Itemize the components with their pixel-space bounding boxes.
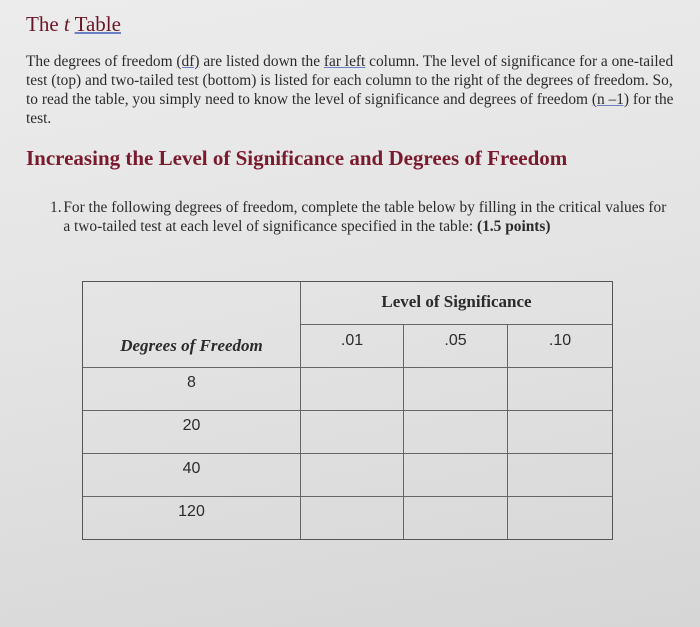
level-header: .05: [444, 332, 467, 349]
df-value: 20: [182, 417, 201, 434]
df-value: 8: [187, 374, 196, 391]
df-header: Degrees of Freedom: [120, 336, 263, 355]
level-header: .01: [340, 332, 364, 349]
df-value: 120: [178, 503, 205, 520]
question-text: For the following degrees of freedom, complete the table below by filling in the critical values for a two-tailed test at each level of significance specified in the table:: [63, 199, 667, 235]
section-heading: Increasing the Level of Significance and Degrees of Freedom: [26, 146, 568, 170]
significance-header: Level of Significance: [381, 292, 532, 311]
question-points: (1.5 points): [476, 218, 551, 235]
critical-values-table: [82, 281, 613, 540]
question-item: [50, 198, 670, 236]
question-number: 1.: [50, 199, 62, 216]
df-value: 40: [182, 460, 201, 477]
level-header: .10: [548, 332, 572, 349]
intro-paragraph: The degrees of freedom (df) are listed down the far left column. The level of significance for a one-tailed test (top) and two-tailed test (bottom) is listed for each column to the right of the degrees of freedom. So, to read the table, you simply need to know the level of significance and degrees of freedom (n –1) for the test.: [26, 53, 674, 127]
page-title: The t Table: [26, 12, 121, 36]
